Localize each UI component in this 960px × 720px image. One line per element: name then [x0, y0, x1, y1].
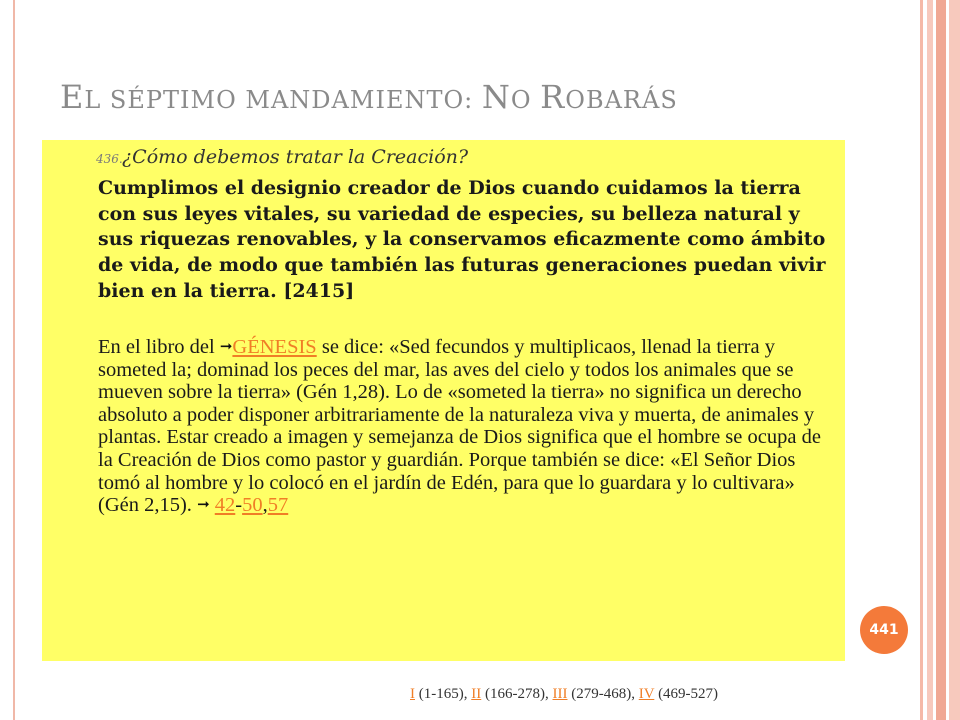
footer-navigation: I (1-165), II (166-278), III (279-468), IV (469-527) [410, 686, 719, 702]
ref-link-42[interactable]: 42 [214, 494, 236, 517]
arrow-right-icon: ➞ [197, 497, 210, 514]
decorative-stripes [920, 0, 960, 720]
part-link-2[interactable]: II [471, 686, 482, 702]
part-link-4[interactable]: IV [638, 686, 655, 702]
ref-link-50[interactable]: 50 [242, 494, 263, 517]
explanation-text: En el libro del ➞GÉNESIS se dice: «Sed fecundos y multiplicaos, llenad la tierra y someted la; dominad los peces del mar, las aves del cielo y todos los animales que se mueven sobre la tierra» (Gén 1,28). Lo de «someted la tierra» no significa un derecho absoluto a poder disponer arbitrariamente de la naturaleza viva y muerta, de animales y plantas. Estar creado a imagen y semejanza de Dios significa que el hombre se ocupa de la Creación de Dios como pastor y guardián. Porque también se dice: «El Señor Dios tomó al hombre y lo colocó en el jardín de Edén, para que lo guardara y lo cultivara» (Gén 2,15). ➞ 42-50,57 [98, 336, 821, 517]
question-number: 436. [96, 152, 123, 166]
question-text: ¿Cómo debemos tratar la Creación? [122, 146, 469, 168]
left-frame-line [13, 0, 15, 720]
part-link-3[interactable]: III [552, 686, 568, 702]
part-link-1[interactable]: I [410, 686, 415, 702]
answer-text: Cumplimos el designio creador de Dios cuando cuidamos la tierra con sus leyes vitales, su variedad de especies, su belleza natural y sus riquezas renovables, y la conservamos eficazmente como ámbito de vida, de modo que también las futuras generaciones puedan vivir bien en la tierra. [2415] [98, 177, 826, 302]
content-panel [42, 140, 845, 661]
genesis-link[interactable]: GÉNESIS [232, 336, 317, 358]
arrow-right-icon: ➞ [219, 339, 233, 355]
page-title: EL SÉPTIMO MANDAMIENTO: NO ROBARÁS [60, 78, 678, 116]
ref-link-57[interactable]: 57 [267, 494, 289, 517]
page-number-badge: 441 [860, 606, 908, 654]
